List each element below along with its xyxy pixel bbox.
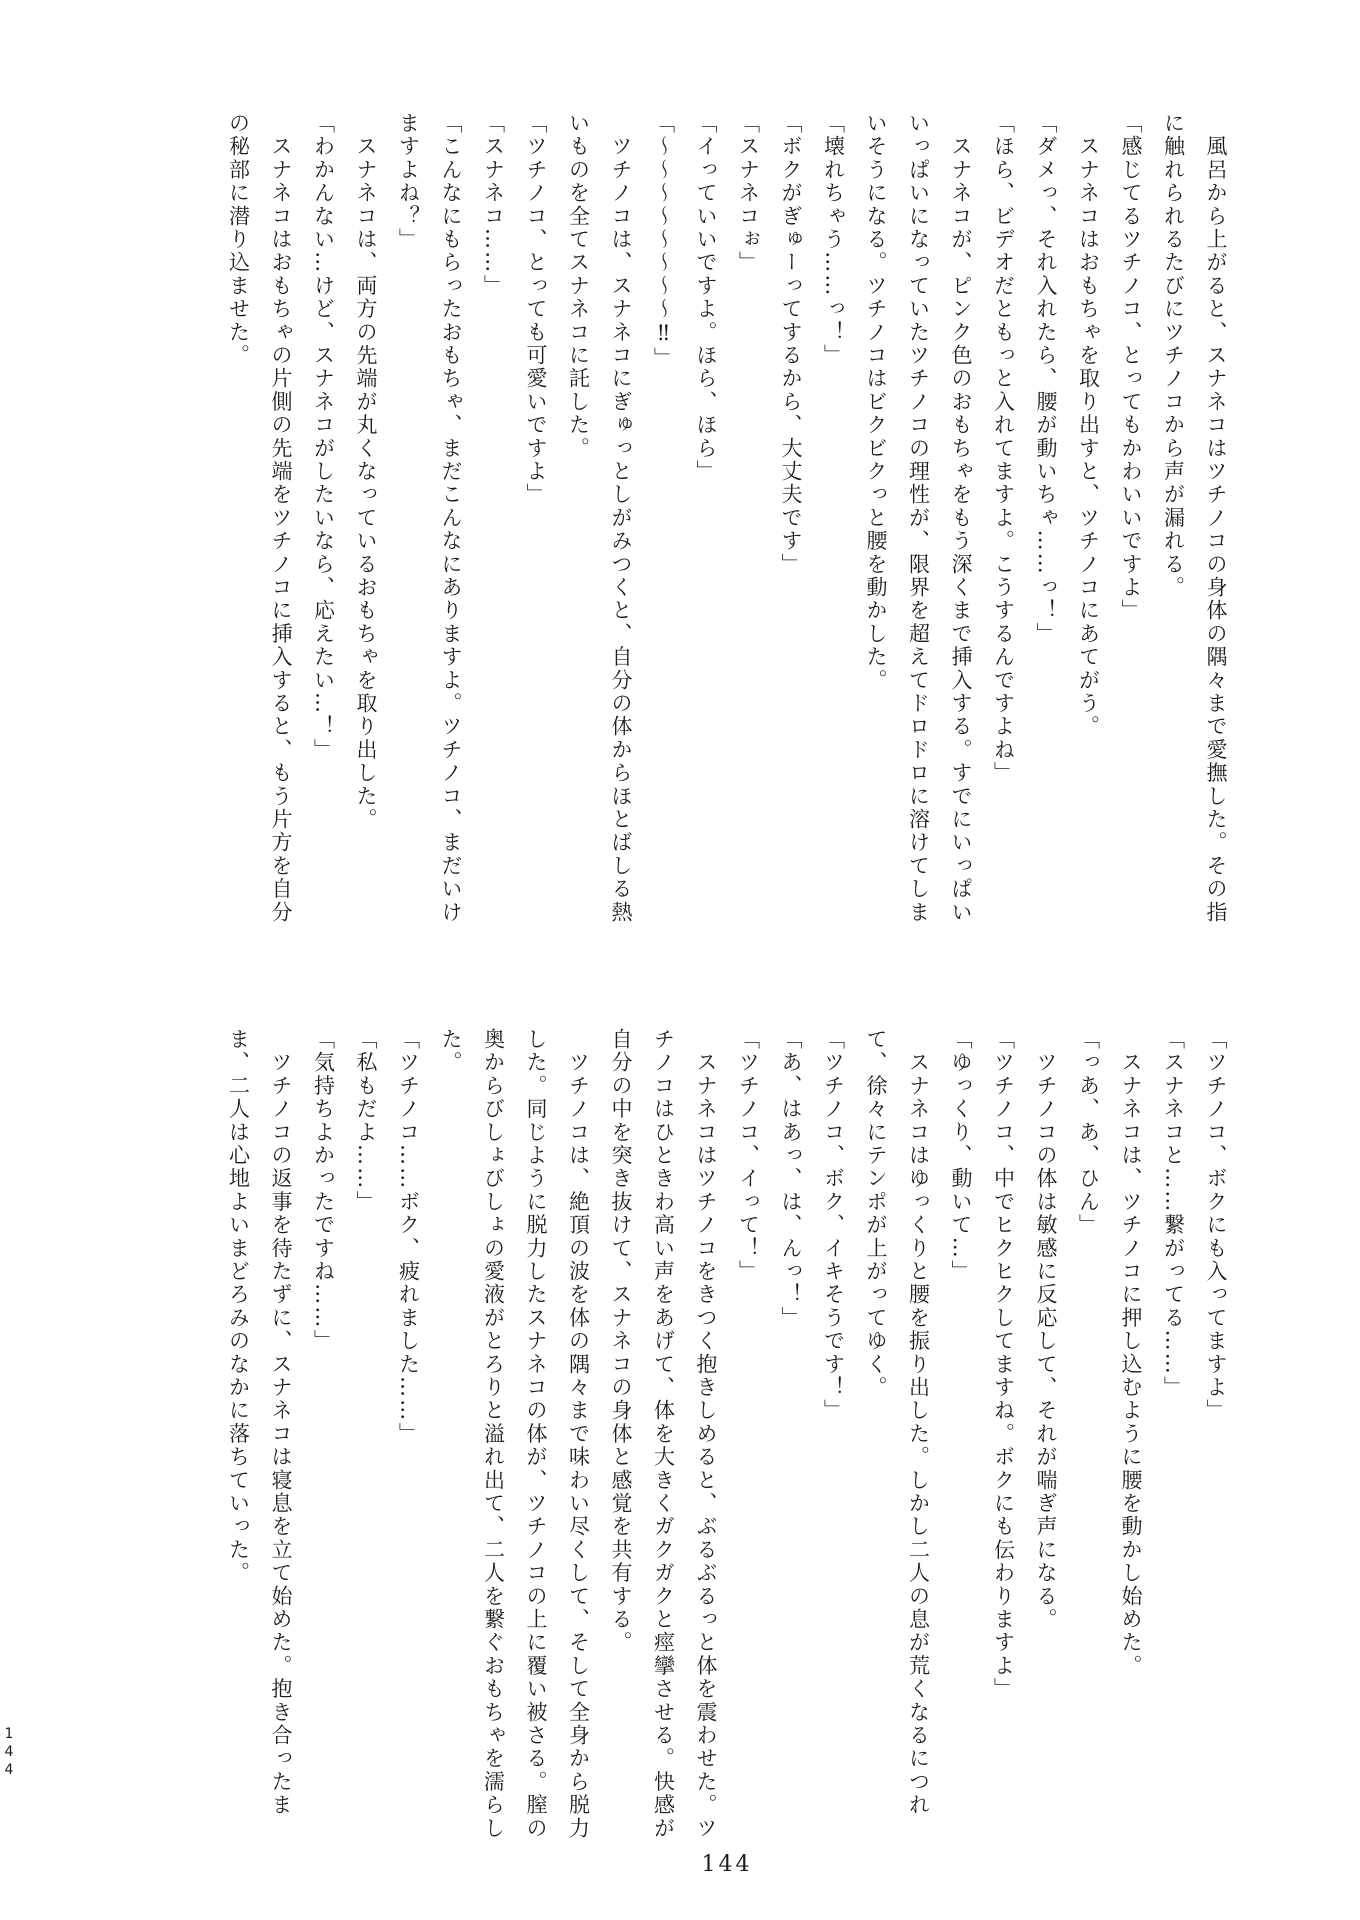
- paragraph: 「っあ、あ、ひん」: [1076, 1028, 1101, 1237]
- paragraph: 「気持ちよかったですね……」: [311, 1028, 336, 1353]
- paragraph: ツチノコの体は敏感に反応して、それが喘ぎ声になる。: [1034, 1028, 1058, 1632]
- paragraph: スナネコはおもちゃの片側の先端をツチノコに挿入すると、もう片方を自分の秘部に潜り込ませた。: [226, 112, 293, 924]
- paragraph: スナネコはゆっくりと腰を振り出した。しかし二人の息が荒くなるにつれて、徐々にテンポが上がってゆく。: [864, 1028, 931, 1817]
- paragraph: 「イっていいですよ。ほら、ほら」: [694, 112, 718, 484]
- paragraph: 「私もだよ……」: [354, 1028, 378, 1214]
- paragraph: 「スナネコ……」: [481, 112, 506, 298]
- paragraph: 「～～～～～～～～‼」: [651, 112, 676, 371]
- paragraph: 「感じてるツチノコ、とってもかわいいですよ」: [1119, 112, 1143, 623]
- paragraph: 「ツチノコ、イって！」: [736, 1028, 761, 1284]
- paragraph: 「ツチノコ、とっても可愛いですよ」: [524, 112, 548, 507]
- paragraph: スナネコはツチノコをきつく抱きしめると、ぶるぶるっと体を震わせた。ツチノコはひときわ高い声をあげて、体を大きくガクガクと痙攣させる。快感が自分の中を突き抜けて、スナネコの身体と感覚を共有する。: [609, 1028, 718, 1840]
- paragraph: 「ボクがぎゅーってするから、大丈夫です」: [779, 112, 803, 576]
- paragraph: 「スナネコぉ」: [736, 112, 761, 275]
- paragraph: 「ツチノコ、ボクにも入ってますよ」: [1204, 1028, 1228, 1423]
- page-number: 144: [701, 1852, 753, 1877]
- text-block-top: [217, 112, 1237, 924]
- paragraph: スナネコは、両方の先端が丸くなっているおもちゃを取り出した。: [354, 112, 378, 832]
- paragraph: 「ツチノコ、中でヒクヒクしてますね。ボクにも伝わりますよ」: [991, 1028, 1016, 1701]
- paragraph: ツチノコの返事を待たずに、スナネコは寝息を立て始めた。抱き合ったまま、二人は心地よいまどろみのなかに落ちていった。: [226, 1028, 293, 1817]
- paragraph: ツチノコは、絶頂の波を体の隅々まで味わい尽くして、そして全身から脱力した。同じように脱力したスナネコの体が、ツチノコの上に覆い被さる。膣の奥からびしょびしょの愛液がとろりと溢れ出て、二人を繋ぐおもちゃを濡らした。: [439, 1028, 591, 1840]
- paragraph: 「あ、はあっ、は、んっ！」: [779, 1028, 803, 1330]
- paragraph: 「ゆっくり、動いて…」: [949, 1028, 973, 1284]
- text-block-bottom: [217, 1028, 1237, 1840]
- paragraph: 「ツチノコ……ボク、疲れました……」: [396, 1028, 421, 1446]
- paragraph: スナネコが、ピンク色のおもちゃをもう深くまで挿入する。すでにいっぱいいっぱいになっていたツチノコの理性が、限界を超えてドロドロに溶けてしまいそうになる。ツチノコはビクビクっと腰を動かした。: [864, 112, 973, 924]
- paragraph: 「わかんない…けど、スナネコがしたいなら、応えたい…！」: [311, 112, 336, 762]
- paragraph: スナネコはおもちゃを取り出すと、ツチノコにあてがう。: [1076, 112, 1101, 739]
- paragraph: 「ツチノコ、ボク、イキそうです！」: [821, 1028, 846, 1423]
- paragraph: 「こんなにもらったおもちゃ、まだこんなにありますよ。ツチノコ、まだいけますよね？」: [396, 112, 463, 924]
- spine-page-number: 144: [1, 1726, 17, 1780]
- paragraph: 「ダメっ、それ入れたら、腰が動いちゃ……っ！」: [1034, 112, 1058, 646]
- paragraph: ツチノコは、スナネコにぎゅっとしがみつくと、自分の体からほとばしる熱いものを全てスナネコに託した。: [566, 112, 633, 924]
- paragraph: 風呂から上がると、スナネコはツチノコの身体の隅々まで愛撫した。その指に触れられるたびにツチノコから声が漏れる。: [1161, 112, 1228, 924]
- paragraph: 「壊れちゃう……っ！」: [821, 112, 846, 368]
- paragraph: スナネコは、ツチノコに押し込むように腰を動かし始めた。: [1119, 1028, 1143, 1678]
- paragraph: 「スナネコと……繋がってる……」: [1161, 1028, 1186, 1400]
- paragraph: 「ほら、ビデオだともっと入れてますよ。こうするんですよね」: [991, 112, 1016, 785]
